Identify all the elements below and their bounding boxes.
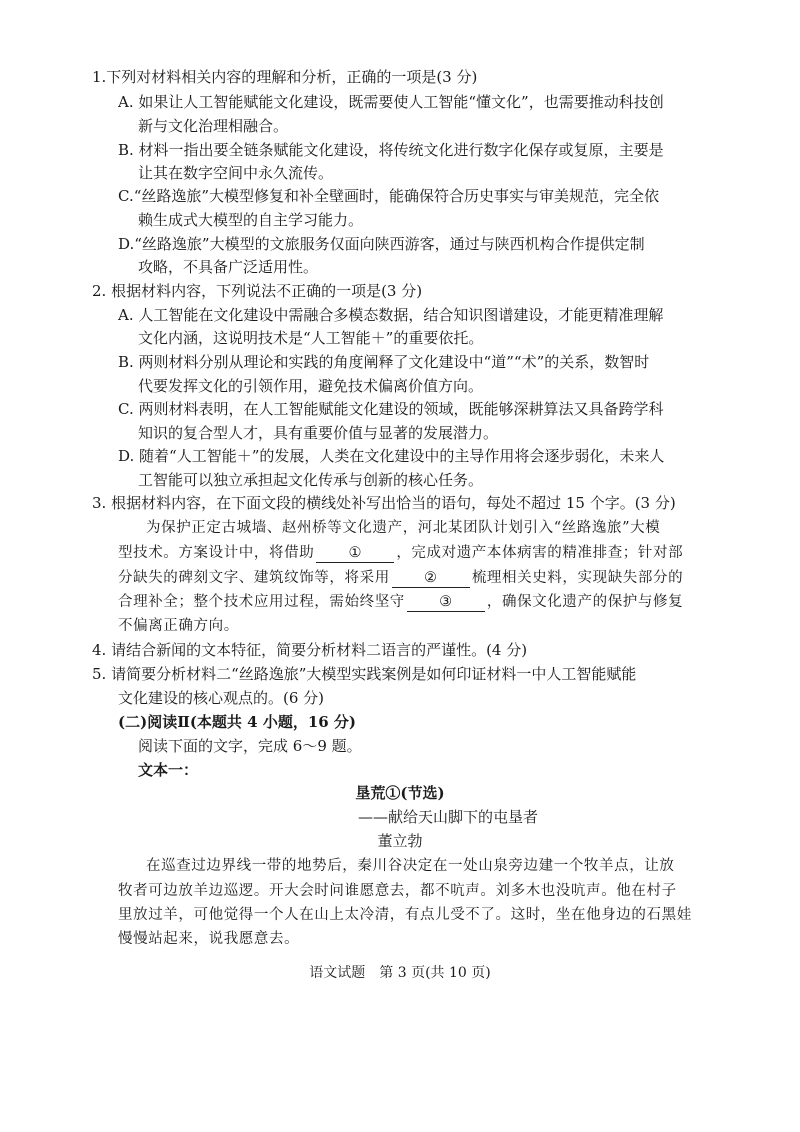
question-1-option-b: B. 材料一指出要全链条赋能文化建设，将传统文化进行数字化保存或复原，主要是 bbox=[118, 141, 664, 159]
page-footer: 语文试题 第 3 页(共 10 页) bbox=[309, 965, 491, 981]
question-3-passage-line bbox=[118, 568, 683, 588]
question-2-option-a-cont: 文化内涵，这说明技术是“人工智能＋”的重要依托。 bbox=[138, 329, 484, 347]
question-2-option-d-cont: 工智能可以独立承担起文化传承与创新的核心任务。 bbox=[138, 471, 484, 489]
story-title: 垦荒①(节选) bbox=[355, 784, 445, 802]
question-2-option-d: D. 随着“人工智能＋”的发展，人类在文化建设中的主导作用将会逐步弱化，未来人 bbox=[118, 447, 665, 465]
question-1-option-a-cont: 新与文化治理相融合。 bbox=[138, 117, 289, 135]
passage-text: 合理补全；整个技术应用过程，需始终坚守 bbox=[118, 594, 405, 610]
story-author: 董立勃 bbox=[377, 832, 423, 850]
passage-text: ，完成对遗产本体病害的精准排查；针对部 bbox=[396, 545, 684, 561]
story-paragraph-line: 里放过羊，可他觉得一个人在山上太冷清，有点儿受不了。这时，坐在他身边的石黑娃 bbox=[118, 907, 692, 923]
story-paragraph-line: 在巡查过边界线一带的地势后，秦川谷决定在一处山泉旁边建一个牧羊点，让放 bbox=[146, 858, 675, 874]
question-3-passage-line bbox=[118, 592, 683, 612]
passage-text: 梳理相关史料，实现缺失部分的 bbox=[471, 570, 684, 586]
answer-blank-2[interactable]: ② bbox=[392, 569, 470, 588]
passage-text: ，确保文化遗产的保护与修复 bbox=[486, 594, 684, 610]
story-subtitle: ——献给天山脚下的屯垦者 bbox=[358, 808, 539, 826]
question-1-option-d-cont: 攻略，不具备广泛适用性。 bbox=[138, 258, 319, 276]
question-3-passage-line bbox=[118, 543, 683, 563]
section-heading: (二)阅读Ⅱ(本题共 4 小题，16 分) bbox=[118, 713, 357, 731]
question-1-option-b-cont: 让其在数字空间中永久流传。 bbox=[138, 164, 334, 182]
question-2-option-b-cont: 代要发挥文化的引领作用，避免技术偏离价值方向。 bbox=[138, 377, 484, 395]
question-2-option-b: B. 两则材料分别从理论和实践的角度阐释了文化建设中“道”“术”的关系，数智时 bbox=[118, 353, 650, 371]
question-1-option-d: D.“丝路逸旅”大模型的文旅服务仅面向陕西游客，通过与陕西机构合作提供定制 bbox=[118, 235, 645, 253]
answer-blank-1[interactable]: ① bbox=[316, 544, 394, 563]
question-3-stem: 3. 根据材料内容，在下面文段的横线处补写出恰当的语句，每处不超过 15 个字。(3 分) bbox=[92, 494, 676, 512]
passage-text: 分缺失的碑刻文字、建筑纹饰等，将采用 bbox=[118, 570, 390, 586]
section-instruction: 阅读下面的文字，完成 6～9 题。 bbox=[138, 737, 362, 755]
question-1-option-c: C.“丝路逸旅”大模型修复和补全壁画时，能确保符合历史事实与审美规范，完全依 bbox=[118, 187, 660, 205]
question-1-option-c-cont: 赖生成式大模型的自主学习能力。 bbox=[138, 211, 364, 229]
question-1-option-a: A. 如果让人工智能赋能文化建设，既需要使人工智能“懂文化”，也需要推动科技创 bbox=[118, 93, 664, 111]
question-2-stem: 2. 根据材料内容，下列说法不正确的一项是(3 分) bbox=[92, 282, 423, 300]
story-paragraph-line: 慢慢站起来，说我愿意去。 bbox=[118, 931, 300, 947]
question-3-passage-line: 不偏离正确方向。 bbox=[118, 618, 239, 634]
question-2-option-a: A. 人工智能在文化建设中需融合多模态数据，结合知识图谱建设，才能更精准理解 bbox=[118, 306, 664, 324]
question-4-stem: 4. 请结合新闻的文本特征，简要分析材料二语言的严谨性。(4 分) bbox=[92, 641, 528, 659]
story-paragraph-line: 牧者可边放羊边巡逻。开大会时问谁愿意去，都不吭声。刘多木也没吭声。他在村子 bbox=[118, 883, 677, 899]
answer-blank-3[interactable]: ③ bbox=[407, 593, 485, 612]
question-5-stem-cont: 文化建设的核心观点的。(6 分) bbox=[118, 689, 325, 707]
question-2-option-c: C. 两则材料表明，在人工智能赋能文化建设的领域，既能够深耕算法又具备跨学科 bbox=[118, 400, 664, 418]
question-3-passage-line: 为保护正定古城墙、赵州桥等文化遗产，河北某团队计划引入“丝路逸旅”大模 bbox=[146, 520, 661, 536]
question-5-stem: 5. 请简要分析材料二“丝路逸旅”大模型实践案例是如何印证材料一中人工智能赋能 bbox=[92, 665, 637, 683]
text-label: 文本一： bbox=[138, 761, 199, 779]
question-1-stem: 1.下列对材料相关内容的理解和分析，正确的一项是(3 分) bbox=[92, 68, 478, 86]
question-2-option-c-cont: 知识的复合型人才，具有重要价值与显著的发展潜力。 bbox=[138, 424, 499, 442]
passage-text: 型技术。方案设计中，将借助 bbox=[118, 545, 315, 561]
